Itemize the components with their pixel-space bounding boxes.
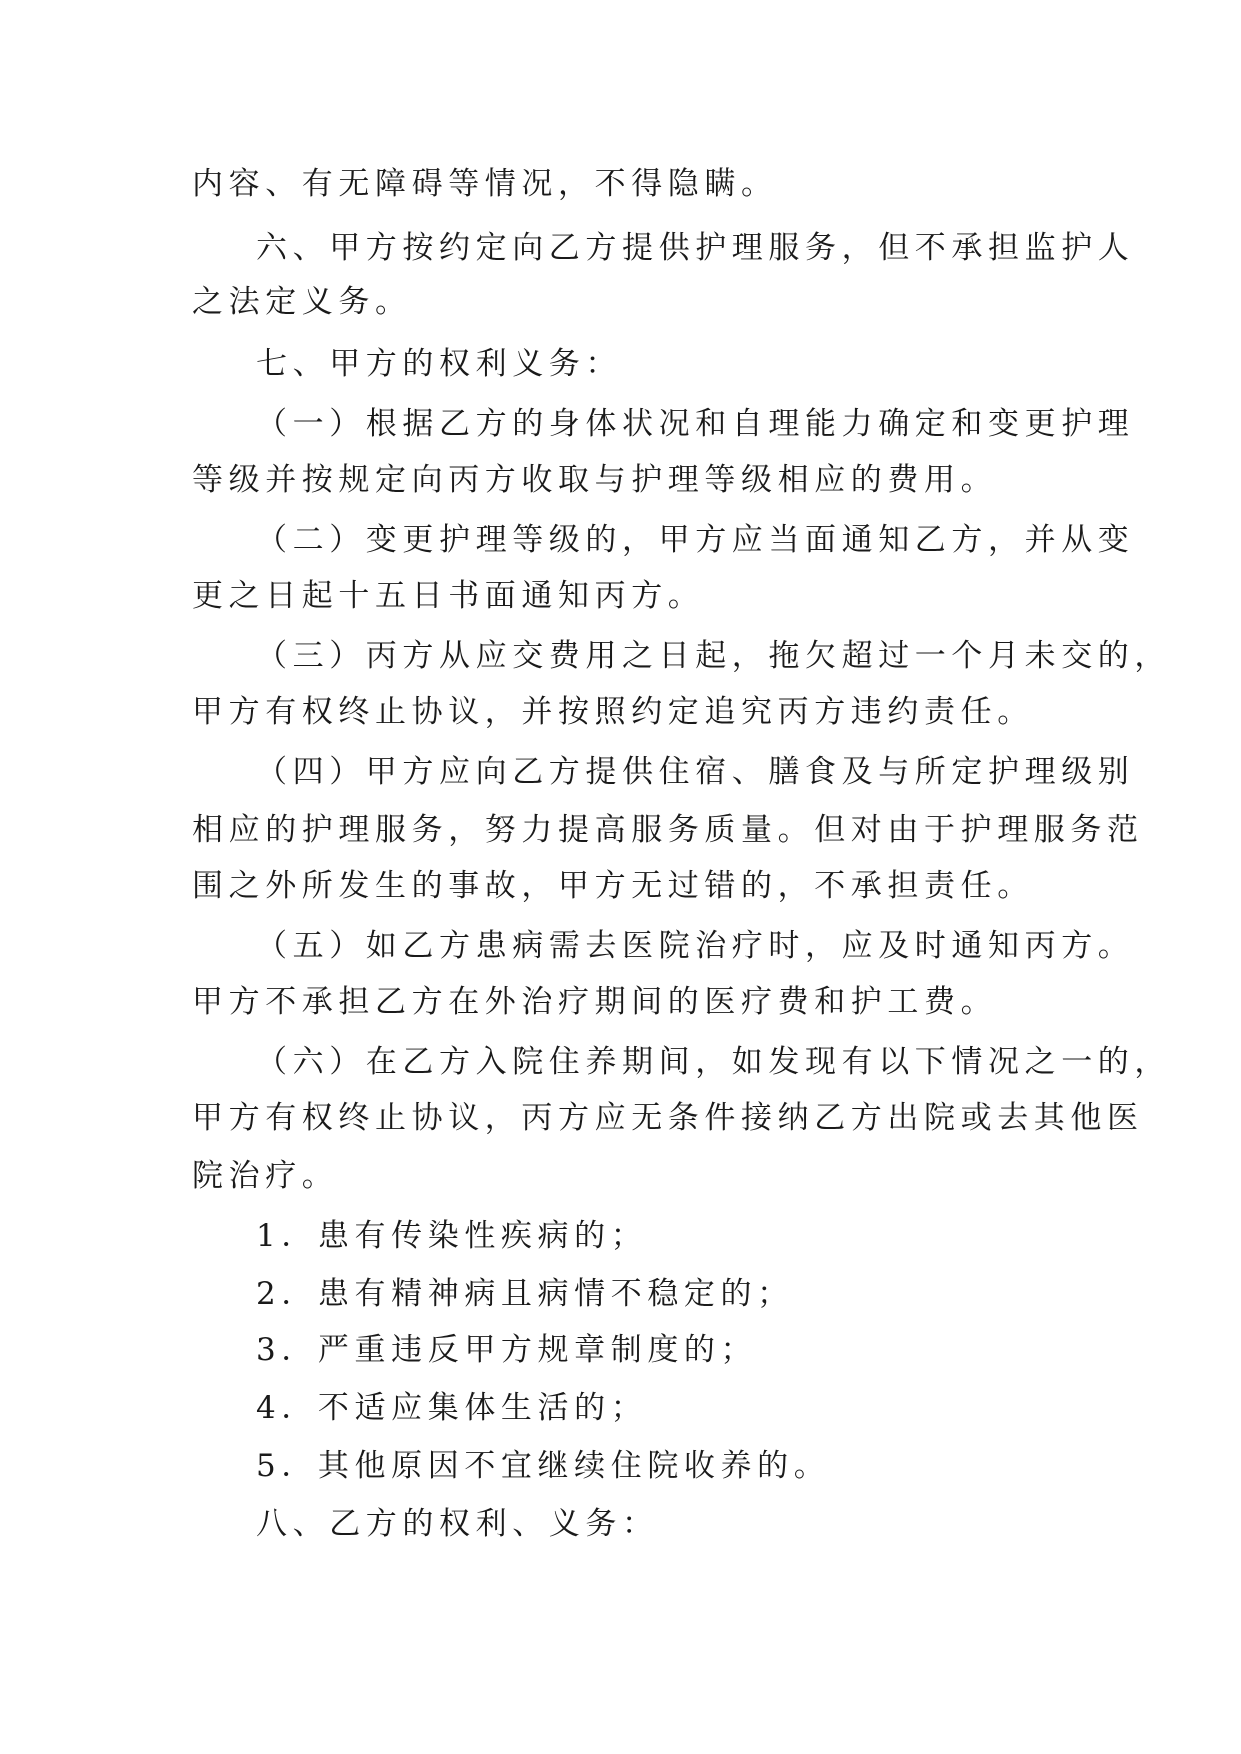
text-line: 等级并按规定向丙方收取与护理等级相应的费用。: [192, 462, 998, 498]
text-line: 甲方有权终止协议，并按照约定追究丙方违约责任。: [192, 694, 1034, 730]
text-line: 相应的护理服务，努力提高服务质量。但对由于护理服务范: [192, 812, 1144, 848]
text-line: （二）变更护理等级的，甲方应当面通知乙方，并从变: [256, 522, 1135, 558]
text-line: 七、甲方的权利义务：: [256, 346, 622, 382]
text-line: 2．患有精神病且病情不稳定的；: [256, 1276, 794, 1312]
text-line: （四）甲方应向乙方提供住宿、膳食及与所定护理级别: [256, 754, 1135, 790]
text-line: 5．其他原因不宜继续住院收养的。: [256, 1448, 831, 1484]
text-line: （三）丙方从应交费用之日起，拖欠超过一个月未交的，: [256, 638, 1171, 674]
text-line: 甲方不承担乙方在外治疗期间的医疗费和护工费。: [192, 984, 998, 1020]
text-line: 之法定义务。: [192, 284, 412, 320]
text-line: 围之外所发生的事故，甲方无过错的，不承担责任。: [192, 868, 1034, 904]
text-line: （六）在乙方入院住养期间，如发现有以下情况之一的，: [256, 1044, 1171, 1080]
text-line: 八、乙方的权利、义务：: [256, 1506, 659, 1542]
text-line: （一）根据乙方的身体状况和自理能力确定和变更护理: [256, 406, 1135, 442]
text-line: 4．不适应集体生活的；: [256, 1390, 648, 1426]
text-line: 内容、有无障碍等情况，不得隐瞒。: [192, 166, 778, 202]
text-line: 3．严重违反甲方规章制度的；: [256, 1332, 758, 1368]
text-line: 1．患有传染性疾病的；: [256, 1218, 648, 1254]
text-line: 甲方有权终止协议，丙方应无条件接纳乙方出院或去其他医: [192, 1100, 1144, 1136]
text-line: 六、甲方按约定向乙方提供护理服务，但不承担监护人: [256, 230, 1135, 266]
text-line: 更之日起十五日书面通知丙方。: [192, 578, 705, 614]
text-line: 院治疗。: [192, 1158, 339, 1194]
text-line: （五）如乙方患病需去医院治疗时，应及时通知丙方。: [256, 928, 1135, 964]
